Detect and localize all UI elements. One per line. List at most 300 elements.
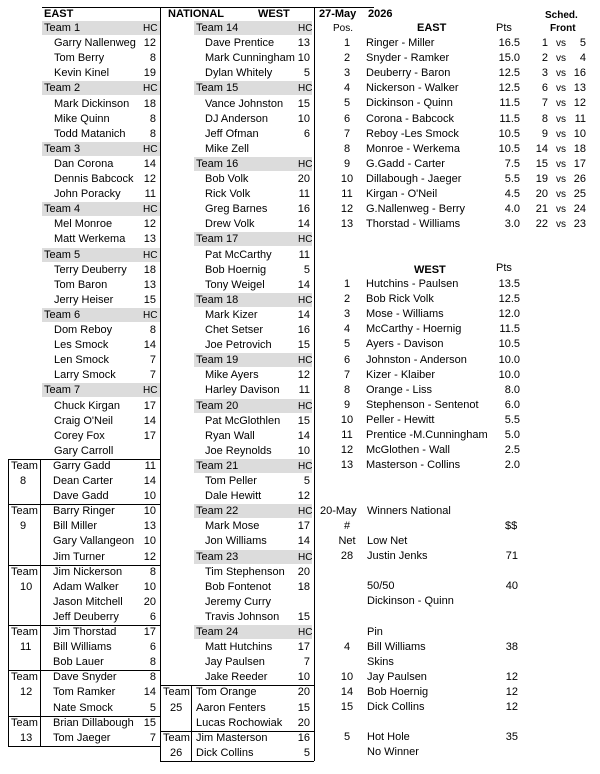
player-handicap: 16 (297, 203, 310, 216)
player-name: Bill Williams (53, 641, 112, 654)
winner-hole: 14 (340, 686, 354, 698)
player-name: Vance Johnston (205, 97, 284, 110)
sched-label: Sched. (545, 10, 578, 21)
player-name: Jeff Deuberry (53, 610, 119, 623)
player-handicap: 18 (297, 580, 310, 593)
player-name: Barry Ringer (53, 505, 115, 518)
hc-label: HC (298, 460, 313, 472)
player-handicap: 15 (297, 701, 310, 714)
standing-pts: 2.5 (504, 444, 520, 457)
player-name: Jim Thorstad (53, 626, 117, 638)
team-name: Team 7 (44, 384, 81, 397)
player-name: Mark Cunningham (205, 52, 295, 65)
team-number: 8 (20, 475, 27, 487)
player-handicap: 5 (303, 475, 310, 487)
team-name: Team 15 (196, 82, 239, 95)
standing-pos: 5 (343, 338, 351, 351)
player-name: Tom Berry (54, 52, 105, 65)
standing-pos: 11 (341, 188, 353, 200)
winner-name: 50/50 (367, 580, 395, 593)
player-handicap: 17 (143, 626, 156, 638)
winner-amount: 12 (505, 670, 518, 683)
sched-team-a: 19 (535, 172, 548, 185)
standing-pos: 1 (343, 37, 351, 49)
sched-vs: vs (556, 204, 566, 216)
player-handicap: 5 (303, 67, 310, 80)
player-name: Chet Setser (205, 324, 264, 336)
player-handicap: 12 (143, 550, 156, 563)
sched-vs: vs (556, 98, 566, 110)
standing-team: Ringer - Miller (366, 37, 435, 49)
player-name: Dick Collins (196, 746, 254, 759)
sched-team-a: 21 (535, 203, 548, 216)
west-pts-label: Pts (496, 262, 512, 274)
team-label: Team (163, 731, 190, 744)
hc-label: HC (143, 249, 158, 261)
hc-label: HC (298, 83, 313, 95)
player-name: Jim Masterson (196, 731, 268, 744)
winner-hole: 28 (340, 550, 354, 563)
sched-vs: vs (556, 68, 566, 80)
player-handicap: 14 (297, 218, 310, 231)
team-divider (160, 761, 314, 762)
standing-pos: 1 (343, 278, 351, 290)
player-name: Bob Hoernig (205, 263, 267, 276)
player-handicap: 7 (303, 656, 310, 669)
standing-pts: 10.0 (498, 353, 520, 366)
hc-label: HC (298, 23, 313, 34)
winner-name: Pin (367, 625, 383, 638)
player-name: Mel Monroe (54, 218, 113, 231)
team-box-right (40, 459, 41, 504)
player-name: Tony Weigel (205, 278, 265, 291)
player-name: Mike Zell (205, 142, 250, 155)
team-box-left (8, 504, 9, 564)
player-name: Dan Corona (54, 157, 114, 170)
header-date: 27-May (319, 8, 357, 20)
player-handicap: 20 (297, 686, 310, 699)
standing-pos: 9 (343, 398, 351, 411)
player-handicap (284, 595, 310, 610)
standing-pts: 10.5 (498, 338, 520, 351)
player-handicap: 5 (149, 701, 156, 714)
player-name: Craig O'Neil (54, 414, 113, 427)
player-name: Tom Baron (54, 278, 108, 291)
hc-label: HC (143, 143, 158, 155)
player-name: Jim Turner (53, 550, 105, 563)
winners-title: Winners National (367, 505, 451, 517)
player-name: Nate Smock (53, 701, 113, 714)
team-number: 9 (20, 520, 27, 533)
standing-team: G.Gadd - Carter (366, 157, 445, 170)
standing-team: Dillabough - Jaeger (366, 172, 462, 185)
standing-pts: 12.0 (498, 308, 520, 321)
player-handicap: 14 (143, 686, 156, 699)
player-name: Dylan Whitely (205, 67, 273, 80)
winner-name: Low Net (367, 535, 408, 547)
player-handicap: 14 (297, 308, 310, 321)
hc-label: HC (298, 551, 313, 563)
player-name: Mike Quinn (54, 112, 110, 125)
team-box-left (8, 670, 9, 715)
standing-team: Thorstad - Williams (366, 218, 461, 231)
team-box-left (8, 565, 9, 625)
team-box-left (8, 716, 9, 746)
standing-team: Hutchins - Paulsen (366, 278, 459, 290)
player-handicap: 15 (297, 339, 310, 352)
hc-label: HC (298, 627, 313, 638)
winner-amount: 38 (505, 640, 518, 653)
standing-pos: 9 (343, 157, 351, 170)
team-name: Team 20 (196, 399, 239, 412)
player-name: Harley Davison (205, 384, 280, 397)
sched-vs: vs (556, 143, 566, 155)
header-west: WEST (258, 8, 290, 20)
team-box-right (40, 670, 41, 715)
sched-vs: vs (556, 113, 566, 125)
front-label: Front (550, 23, 576, 34)
standing-pos: 13 (340, 218, 354, 231)
standing-pts: 11.5 (499, 97, 520, 110)
player-name: Jerry Heiser (54, 293, 114, 306)
winners-dollars: $$ (505, 520, 518, 532)
sched-team-b: 11 (574, 112, 586, 125)
player-name: Pat McGlothlen (205, 414, 281, 427)
player-handicap: 14 (297, 278, 310, 291)
standing-team: Prentice -M.Cunningham (366, 429, 488, 441)
team-name: Team 5 (44, 248, 81, 261)
winner-name: Skins (367, 655, 394, 668)
standing-pos: 10 (340, 172, 354, 185)
sched-team-a: 3 (541, 67, 548, 80)
standing-pos: 12 (340, 203, 354, 216)
player-handicap: 18 (143, 97, 156, 110)
standing-pts: 11.5 (499, 323, 520, 336)
player-handicap: 15 (297, 97, 310, 110)
standing-team: McGlothen - Wall (366, 444, 450, 457)
team-name: Team 18 (196, 293, 239, 306)
standing-pts: 3.0 (504, 218, 520, 231)
team-name: Team 14 (196, 22, 239, 34)
standing-team: Kizer - Klaiber (366, 368, 436, 381)
hc-label: HC (298, 294, 313, 306)
standing-team: Masterson - Collins (366, 459, 461, 472)
team-box-right (40, 716, 41, 746)
player-handicap: 10 (297, 52, 310, 65)
player-handicap: 8 (149, 324, 156, 336)
player-name: Joe Reynolds (205, 444, 272, 457)
sched-team-b: 5 (579, 37, 586, 49)
team-label: Team (11, 459, 38, 472)
player-name: Bob Fontenot (205, 580, 272, 593)
standing-pts: 4.5 (504, 188, 520, 200)
standing-team: Peller - Hewitt (366, 413, 435, 426)
player-name: Matt Hutchins (205, 641, 273, 654)
winner-amount: 35 (505, 731, 518, 744)
standing-team: Orange - Liss (366, 383, 433, 396)
standing-pos: 3 (343, 67, 351, 80)
player-name: Bob Lauer (53, 656, 104, 669)
standing-team: Reboy -Les Smock (366, 127, 459, 140)
standing-pts: 2.0 (504, 459, 520, 472)
winner-amount (490, 715, 518, 730)
player-name: Aaron Fenters (196, 701, 266, 714)
player-name: Travis Johnson (205, 610, 280, 623)
team-number: 13 (20, 731, 33, 744)
winner-amount (490, 534, 518, 549)
player-name: Jason Mitchell (53, 595, 123, 608)
winner-name: Jay Paulsen (367, 670, 427, 683)
player-name: Dennis Babcock (54, 173, 134, 185)
player-handicap: 15 (297, 610, 310, 623)
winner-name: No Winner (367, 746, 419, 759)
winner-name: Dick Collins (367, 701, 425, 714)
winner-hole (334, 564, 360, 579)
sched-vs: vs (556, 158, 566, 170)
team-name: Team 23 (196, 550, 239, 563)
player-handicap: 20 (143, 595, 156, 608)
player-handicap: 13 (143, 233, 156, 246)
sched-team-b: 23 (573, 218, 586, 231)
standing-team: Monroe - Werkema (366, 142, 460, 155)
team-name: Team 2 (44, 82, 81, 95)
player-handicap: 13 (143, 520, 156, 533)
team-name: Team 4 (44, 203, 81, 216)
standing-pts: 5.0 (504, 429, 520, 441)
player-handicap: 13 (297, 37, 310, 50)
sched-team-b: 24 (573, 203, 586, 216)
winners-date: 20-May (320, 505, 357, 517)
standing-team: Kirgan - O'Neil (366, 188, 438, 200)
sched-team-b: 16 (573, 67, 586, 80)
player-handicap: 20 (297, 716, 310, 729)
standing-pts: 15.0 (498, 52, 520, 65)
player-handicap (130, 444, 156, 459)
winner-amount: 12 (505, 701, 518, 714)
standing-pts: 10.0 (498, 368, 520, 381)
sched-team-a: 2 (541, 52, 548, 65)
team-name: Team 24 (196, 626, 239, 638)
standing-pos: 10 (340, 413, 354, 426)
player-handicap: 8 (149, 52, 156, 65)
hc-label: HC (298, 400, 313, 412)
winner-hole (334, 715, 360, 730)
team-number: 26 (170, 746, 183, 759)
sched-team-a: 14 (535, 142, 548, 155)
standing-pos: 2 (343, 293, 351, 306)
player-handicap: 10 (297, 112, 310, 125)
column-divider (160, 7, 161, 685)
winner-amount: 12 (505, 686, 518, 698)
player-handicap: 10 (143, 505, 156, 518)
hc-label: HC (143, 204, 158, 216)
standing-pts: 5.5 (504, 172, 520, 185)
player-handicap: 15 (297, 414, 310, 427)
sched-team-b: 17 (573, 157, 586, 170)
team-box-left (160, 685, 161, 730)
sched-team-b: 18 (573, 142, 586, 155)
player-handicap: 10 (143, 535, 156, 548)
player-name: Garry Nallenweg (54, 37, 136, 50)
hc-label: HC (143, 309, 158, 321)
player-handicap: 5 (303, 263, 310, 276)
sched-team-b: 25 (573, 188, 586, 200)
column-divider (314, 7, 315, 761)
player-name: Drew Volk (205, 218, 255, 231)
winners-hash: # (343, 520, 351, 532)
sched-team-b: 10 (573, 127, 586, 140)
standing-pts: 12.5 (498, 293, 520, 306)
player-name: Mike Ayers (205, 369, 259, 382)
sched-team-b: 12 (573, 97, 586, 110)
hc-label: HC (298, 506, 313, 518)
player-name: Adam Walker (53, 580, 119, 593)
player-name: Tom Orange (196, 686, 257, 699)
team-number: 25 (170, 701, 183, 714)
standing-pos: 4 (343, 323, 351, 336)
player-handicap: 8 (149, 112, 156, 125)
winner-hole (334, 625, 360, 640)
player-handicap: 15 (143, 293, 156, 306)
sched-vs: vs (556, 173, 566, 185)
team-label: Team (11, 565, 38, 578)
player-handicap: 12 (297, 369, 310, 382)
player-name: Pat McCarthy (205, 248, 272, 261)
winner-name: Justin Jenks (367, 550, 428, 563)
sched-team-a: 20 (535, 188, 548, 200)
sched-vs: vs (556, 38, 566, 49)
player-handicap: 14 (297, 429, 310, 442)
player-handicap: 6 (149, 610, 156, 623)
player-handicap: 13 (143, 278, 156, 291)
sched-team-a: 1 (541, 37, 548, 49)
header-national: NATIONAL (168, 8, 225, 20)
hc-label: HC (143, 385, 158, 397)
team-box-left (8, 625, 9, 670)
player-name: Gary Carroll (54, 444, 114, 457)
player-name: Dean Carter (53, 475, 113, 487)
standing-pts: 16.5 (498, 37, 520, 49)
player-handicap: 17 (143, 429, 156, 442)
player-handicap: 11 (144, 188, 156, 201)
winner-name: Hot Hole (367, 731, 410, 744)
player-name: Gary Vallangeon (53, 535, 135, 548)
standing-pts: 10.5 (498, 127, 520, 140)
team-label: Team (11, 716, 38, 729)
player-name: Kevin Kinel (54, 67, 110, 80)
player-name: Tom Peller (205, 475, 257, 487)
team-name: Team 3 (44, 142, 81, 155)
player-name: Jon Williams (205, 535, 267, 548)
standing-pos: 6 (343, 112, 351, 125)
player-name: Dave Snyder (53, 671, 117, 684)
sched-team-b: 4 (579, 52, 586, 65)
player-name: Mark Dickinson (54, 97, 130, 110)
winner-hole (334, 655, 360, 670)
standing-team: Stephenson - Sentenot (366, 398, 479, 411)
team-box-right (40, 504, 41, 564)
player-name: Todd Matanich (54, 127, 126, 140)
player-handicap: 20 (297, 565, 310, 578)
standing-team: Snyder - Ramker (366, 52, 450, 65)
team-box-left (8, 459, 9, 504)
player-handicap: 10 (143, 490, 156, 503)
player-handicap: 7 (149, 354, 156, 367)
player-handicap: 6 (303, 127, 310, 140)
team-name: Team 17 (196, 233, 239, 246)
standing-pts: 12.5 (498, 82, 520, 95)
hc-label: HC (298, 158, 313, 170)
player-handicap: 15 (143, 716, 156, 729)
player-name: Bill Miller (53, 520, 97, 533)
player-handicap: 12 (297, 490, 310, 503)
header-east: EAST (44, 8, 74, 20)
team-number: 12 (20, 686, 33, 699)
standing-pos: 7 (343, 368, 351, 381)
team-label: Team (11, 671, 38, 684)
winner-hole: 10 (340, 670, 354, 683)
sched-vs: vs (556, 83, 566, 95)
player-name: Jake Reeder (205, 671, 268, 684)
standing-pos: 6 (343, 353, 351, 366)
player-name: DJ Anderson (205, 112, 268, 125)
standing-pts: 6.0 (504, 398, 520, 411)
player-name: Terry Deuberry (54, 263, 127, 276)
winner-amount (490, 610, 518, 625)
player-handicap: 12 (143, 173, 156, 185)
winner-hole (334, 745, 360, 760)
sched-vs: vs (556, 53, 566, 65)
player-handicap: 16 (297, 731, 310, 744)
winner-amount: 40 (505, 580, 518, 593)
player-handicap: 19 (143, 67, 156, 80)
player-name: Greg Barnes (205, 203, 268, 216)
winner-hole (334, 610, 360, 625)
hc-label: HC (298, 355, 313, 367)
player-handicap: 10 (297, 671, 310, 684)
standing-team: McCarthy - Hoernig (366, 323, 462, 336)
sched-team-a: 22 (535, 218, 548, 231)
player-name: Matt Werkema (54, 233, 126, 246)
standing-pts: 10.5 (498, 142, 520, 155)
sched-team-a: 6 (541, 82, 548, 95)
player-handicap (284, 142, 310, 157)
player-handicap: 14 (297, 535, 310, 548)
east-standings-title: EAST (417, 22, 447, 34)
player-name: Len Smock (54, 354, 110, 367)
player-name: Mark Kizer (205, 308, 258, 321)
player-handicap: 16 (297, 324, 310, 336)
player-handicap: 12 (143, 218, 156, 231)
standing-pos: 11 (341, 429, 353, 441)
pos-label: Pos. (333, 23, 354, 34)
player-handicap: 7 (149, 731, 156, 744)
winner-name: Bob Hoernig (367, 686, 429, 698)
team-box-right (40, 625, 41, 670)
player-name: Corey Fox (54, 429, 105, 442)
player-name: Ryan Wall (205, 429, 255, 442)
standing-team: Ayers - Davison (366, 338, 444, 351)
standing-pts: 7.5 (504, 157, 520, 170)
team-divider (8, 746, 160, 747)
player-name: Les Smock (54, 339, 109, 352)
winner-hole (334, 579, 360, 594)
winner-hole: 5 (343, 731, 351, 744)
player-name: Tim Stephenson (205, 565, 285, 578)
player-name: Chuck Kirgan (54, 399, 121, 412)
player-name: Mark Mose (205, 520, 260, 533)
sched-team-a: 8 (541, 112, 548, 125)
